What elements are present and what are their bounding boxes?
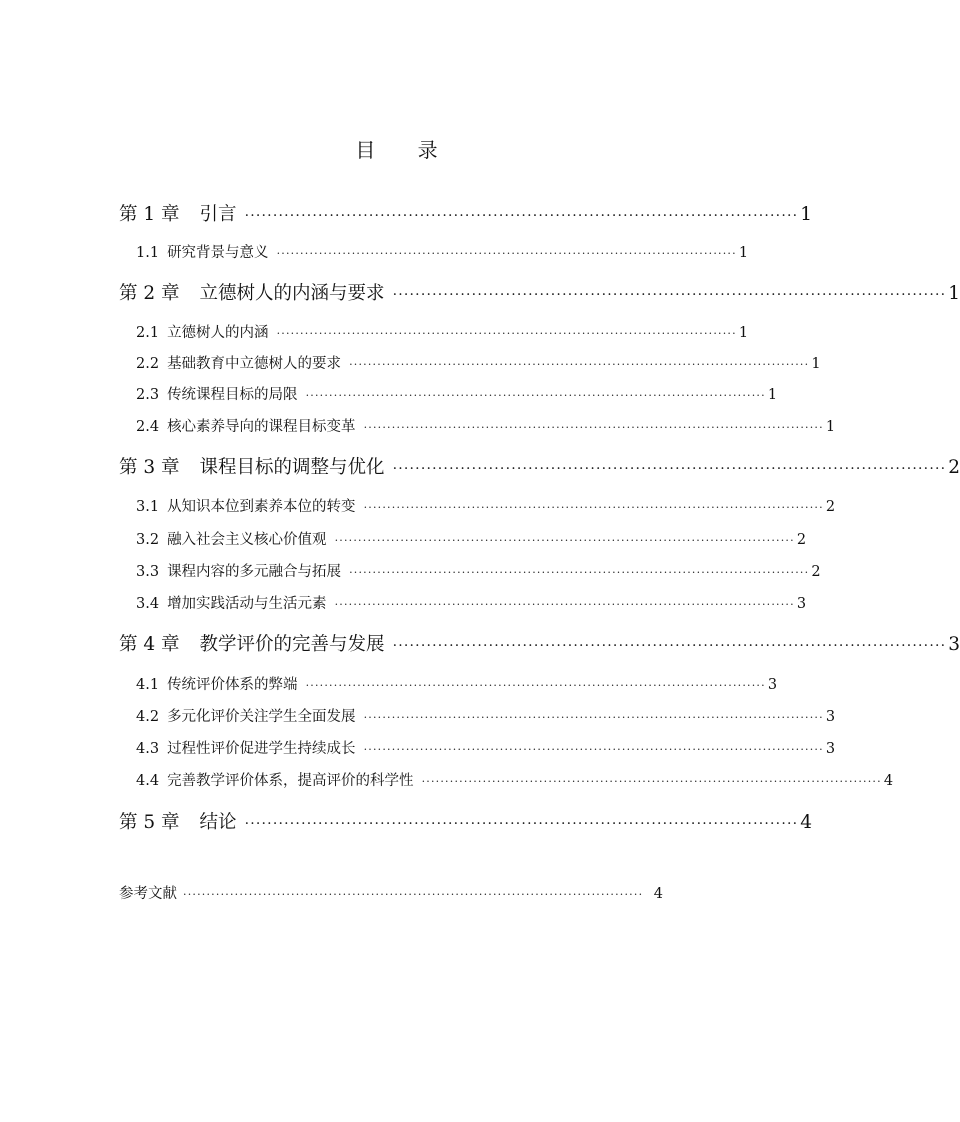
section-title: 传统评价体系的弊端 — [167, 677, 298, 693]
dot-leader: ·································································································· — [349, 358, 810, 371]
page-number: 1 — [800, 204, 813, 225]
toc-section-2-4[interactable] — [136, 416, 836, 439]
dot-leader: ·································································································· — [392, 461, 947, 477]
section-number: 3.3 — [136, 564, 160, 580]
dot-leader: ·································································································· — [363, 711, 824, 724]
toc-chapter-4[interactable] — [119, 632, 960, 659]
chapter-title: 引言 — [199, 204, 237, 225]
chapter-title: 教学评价的完善与发展 — [199, 634, 385, 655]
toc-chapter-5[interactable] — [119, 810, 813, 837]
chapter-title: 课程目标的调整与优化 — [199, 457, 385, 478]
section-number: 3.4 — [136, 596, 160, 612]
toc-section-3-3[interactable] — [136, 561, 821, 584]
toc-section-3-2[interactable] — [136, 529, 807, 552]
page-number: 2 — [948, 457, 960, 478]
toc-chapter-3[interactable] — [119, 455, 960, 482]
dot-leader: ·································································································· — [349, 566, 810, 579]
section-title: 增加实践活动与生活元素 — [167, 596, 327, 612]
toc-section-3-1[interactable] — [136, 496, 836, 519]
toc-section-2-2[interactable] — [136, 353, 821, 376]
section-number: 3.1 — [136, 499, 160, 515]
dot-leader: ·································································································· — [334, 534, 795, 547]
page-number: 4 — [883, 773, 894, 789]
page-number: 2 — [825, 499, 836, 515]
section-number: 4.1 — [136, 677, 160, 693]
dot-leader: ·································································································· — [276, 327, 737, 340]
section-title: 从知识本位到素养本位的转变 — [167, 499, 356, 515]
section-number: 2.4 — [136, 419, 160, 435]
chapter-number: 第 4 章 — [119, 634, 180, 655]
dot-leader: ·································································································· — [305, 389, 766, 402]
section-title: 多元化评价关注学生全面发展 — [167, 709, 356, 725]
chapter-title: 结论 — [199, 812, 237, 833]
dot-leader: ·································································································· — [363, 421, 824, 434]
dot-leader: ·································································································· — [244, 208, 799, 224]
toc-section-1-1[interactable] — [136, 242, 749, 265]
section-number: 2.1 — [136, 325, 160, 341]
toc-section-4-4[interactable] — [136, 770, 894, 793]
section-title: 过程性评价促进学生持续成长 — [167, 741, 356, 757]
toc-section-2-1[interactable] — [136, 322, 749, 345]
section-title: 研究背景与意义 — [167, 245, 269, 261]
chapter-title: 立德树人的内涵与要求 — [199, 283, 385, 304]
chapter-number: 第 3 章 — [119, 457, 180, 478]
dot-leader: ·································································································· — [244, 816, 799, 832]
dot-leader: ·································································································· — [363, 743, 824, 756]
toc-section-4-2[interactable] — [136, 706, 836, 729]
section-title: 传统课程目标的局限 — [167, 387, 298, 403]
toc-chapter-2[interactable] — [119, 281, 960, 308]
page-number: 3 — [796, 596, 807, 612]
section-number: 4.2 — [136, 709, 160, 725]
page-number: 3 — [825, 709, 836, 725]
section-number: 3.2 — [136, 532, 160, 548]
toc-section-3-4[interactable] — [136, 593, 807, 616]
references-title: 参考文献 — [119, 886, 177, 902]
page-number: 2 — [796, 532, 807, 548]
chapter-number: 第 2 章 — [119, 283, 180, 304]
section-number: 2.3 — [136, 387, 160, 403]
toc-section-4-3[interactable] — [136, 738, 836, 761]
section-title: 立德树人的内涵 — [167, 325, 269, 341]
dot-leader: ·································································································· — [276, 247, 737, 260]
section-title: 课程内容的多元融合与拓展 — [167, 564, 342, 580]
section-title: 融入社会主义核心价值观 — [167, 532, 327, 548]
chapter-number: 第 5 章 — [119, 812, 180, 833]
section-title: 基础教育中立德树人的要求 — [167, 356, 342, 372]
section-number: 4.4 — [136, 773, 160, 789]
toc-section-4-1[interactable] — [136, 674, 778, 697]
toc-title: 目 录 — [355, 138, 456, 162]
section-number: 1.1 — [136, 245, 160, 261]
page-number: 4 — [653, 886, 663, 902]
section-title: 完善教学评价体系，提高评价的科学性 — [167, 773, 414, 789]
page-number: 1 — [811, 356, 821, 372]
section-number: 2.2 — [136, 356, 160, 372]
dot-leader: ·································································································· — [363, 501, 824, 514]
dot-leader: ·································································································· — [334, 598, 795, 611]
dot-leader: ·································································································· — [392, 638, 947, 654]
dot-leader: ·································································································· — [421, 775, 882, 788]
page-number: 1 — [738, 325, 749, 341]
dot-leader: ·································································································· — [392, 287, 947, 303]
dot-leader: ·································································································· — [305, 679, 766, 692]
page-number: 3 — [825, 741, 836, 757]
section-title: 核心素养导向的课程目标变革 — [167, 419, 356, 435]
dot-leader: ·································································································· — [183, 888, 644, 901]
toc-references[interactable] — [119, 883, 663, 906]
page-number: 4 — [800, 812, 813, 833]
page-number: 2 — [811, 564, 821, 580]
section-number: 4.3 — [136, 741, 160, 757]
page-number: 1 — [767, 387, 778, 403]
page-number: 1 — [948, 283, 960, 304]
page-number: 1 — [825, 419, 836, 435]
toc-chapter-1[interactable] — [119, 202, 813, 229]
page-number: 1 — [738, 245, 749, 261]
chapter-number: 第 1 章 — [119, 204, 180, 225]
page-number: 3 — [948, 634, 960, 655]
page-number: 3 — [767, 677, 778, 693]
toc-section-2-3[interactable] — [136, 384, 778, 407]
